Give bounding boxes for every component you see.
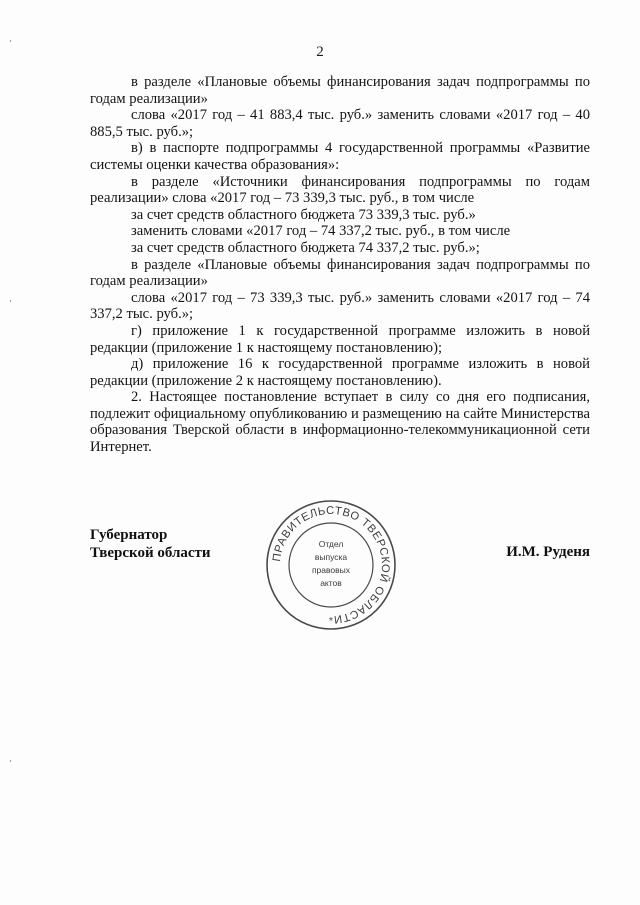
scan-edge-mark — [10, 40, 11, 42]
stamp-star: * — [329, 616, 333, 627]
paragraph: в разделе «Источники финансирования подпрограммы по годам реализации» слова «2017 год – 73 339,3 тыс. руб., в том числе — [90, 173, 590, 207]
paragraph: за счет средств областного бюджета 74 337,2 тыс. руб.»; — [131, 239, 480, 256]
stamp-center-line: Отдел — [318, 539, 344, 549]
stamp-center-line: актов — [320, 578, 342, 588]
stamp-center-line: правовых — [311, 565, 351, 575]
scan-edge-mark — [10, 760, 11, 762]
paragraph: за счет средств областного бюджета 73 339,3 тыс. руб.» — [131, 206, 476, 223]
signatory-title-line: Тверской области — [90, 545, 211, 561]
paragraph: заменить словами «2017 год – 74 337,2 тыс. руб., в том числе — [131, 223, 511, 240]
paragraph: д) приложение 16 к государственной программе изложить в новой редакции (приложение 2 к настоящему постановлению). — [90, 356, 590, 389]
paragraph: 2. Настоящее постановление вступает в силу со дня его подписания, подлежит официальному опубликованию и размещению на сайте Министерства образования Тверской области в информационно-телекоммуникационной сети Интернет. — [90, 389, 590, 456]
paragraph: слова «2017 год – 41 883,4 тыс. руб.» заменить словами «2017 год – 40 885,5 тыс. руб.»; — [90, 107, 590, 140]
scan-edge-mark — [10, 300, 11, 302]
stamp-ring-text: ПРАВИТЕЛЬСТВО ТВЕРСКОЙ ОБЛАСТИ — [271, 504, 392, 626]
paragraph: в разделе «Плановые объемы финансирования задач подпрограммы по годам реализации» — [90, 256, 590, 290]
official-stamp — [264, 498, 398, 632]
paragraph: в) в паспорте подпрограммы 4 государственной программы «Развитие системы оценки качества образования»: — [90, 140, 590, 173]
paragraph: в разделе «Плановые объемы финансирования задач подпрограммы по годам реализации» — [90, 74, 590, 107]
signatory-title-line: Губернатор — [90, 527, 168, 543]
paragraph: г) приложение 1 к государственной программе изложить в новой редакции (приложение 1 к настоящему постановлению); — [90, 322, 590, 356]
stamp-center-line: выпуска — [314, 552, 348, 562]
document-body — [90, 74, 590, 456]
signatory-name: И.М. Руденя — [506, 544, 590, 560]
page-number: 2 — [316, 44, 324, 60]
paragraph: слова «2017 год – 73 339,3 тыс. руб.» заменить словами «2017 год – 74 337,2 тыс. руб.»; — [90, 289, 590, 323]
signatory-title — [90, 526, 211, 562]
